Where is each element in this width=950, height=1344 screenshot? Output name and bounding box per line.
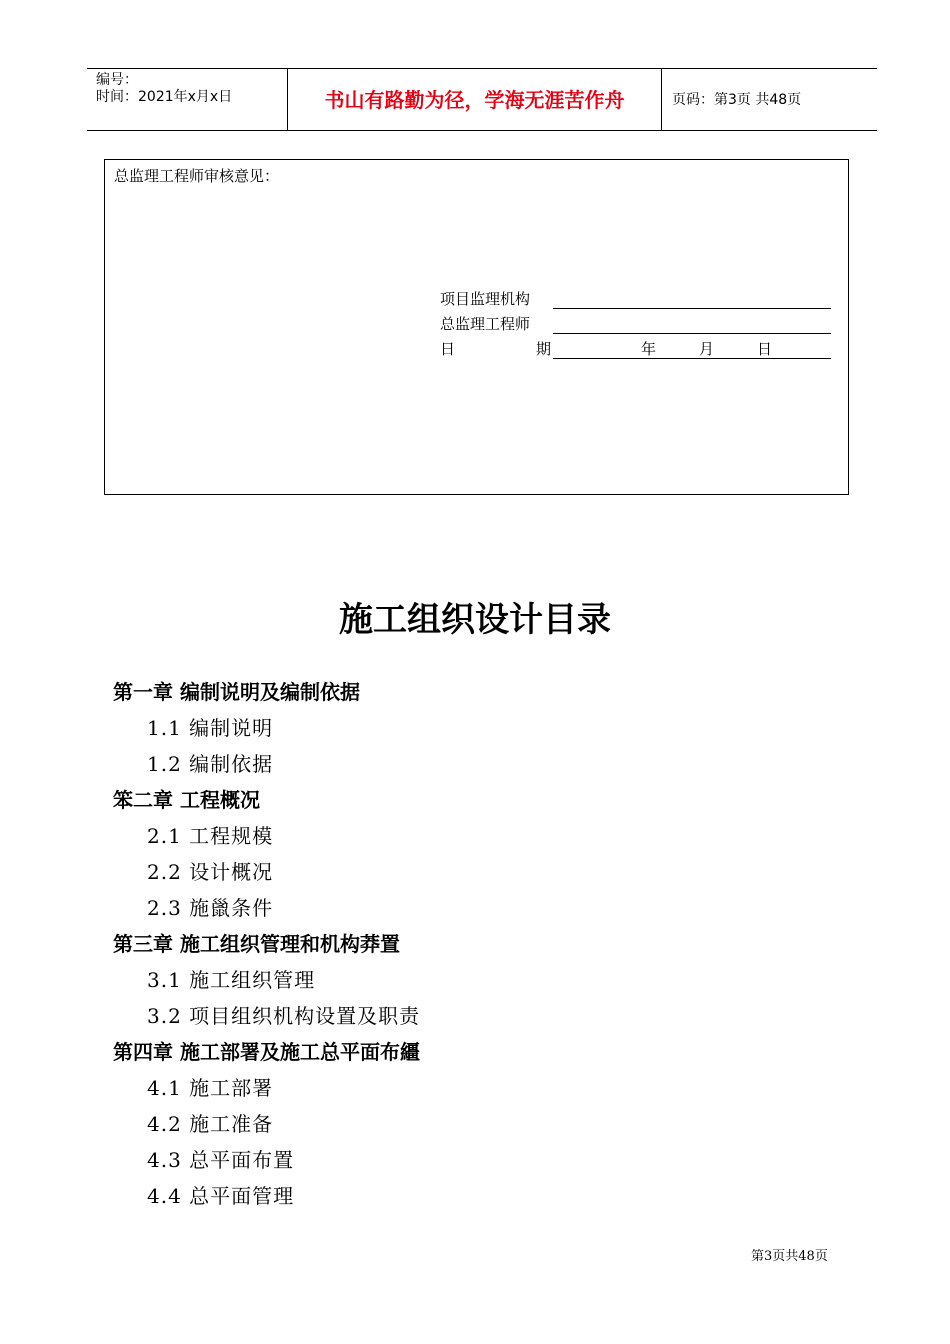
toc-section-2-2: 2.2 设计概况	[147, 860, 274, 884]
org-underline	[553, 288, 831, 309]
document-title: 施工组织设计目录	[339, 600, 611, 640]
month-label: 月	[699, 340, 715, 358]
date-label-second: 期	[536, 340, 552, 358]
toc-section-3-2: 3.2 项目组织机构设置及职责	[147, 1004, 421, 1028]
time-label: 时间：2021年x月x日	[96, 89, 233, 105]
number-label: 编号：	[96, 72, 138, 88]
engineer-signature-line	[440, 313, 553, 335]
day-label: 日	[757, 340, 773, 358]
toc-section-2-3: 2.3 施巤条件	[147, 896, 274, 920]
toc-section-4-3: 4.3 总平面布置	[147, 1148, 295, 1172]
page-number-label: 页码：第3页 共48页	[672, 92, 802, 108]
toc-chapter-4: 第四章 施工部署及施工总平面布繮	[113, 1040, 420, 1064]
toc-chapter-3: 第三章 施工组织管理和机构莽置	[113, 932, 400, 956]
date-signature-line	[440, 338, 832, 360]
date-underline	[553, 338, 831, 359]
toc-section-4-4: 4.4 总平面管理	[147, 1184, 295, 1208]
header-right-cell	[662, 69, 877, 130]
toc-chapter-2: 笨二章 工程概况	[113, 788, 260, 812]
toc-section-1-2: 1.2 编制依据	[147, 752, 274, 776]
toc-section-2-1: 2.1 工程规模	[147, 824, 274, 848]
org-signature-line	[440, 288, 553, 310]
page-footer: 第3页共48页	[751, 1249, 828, 1264]
motto-text: 书山有路勤为径，学海无涯苦作舟	[324, 88, 625, 112]
opinion-label: 总监理工程师审核意见：	[114, 167, 280, 185]
toc-section-4-1: 4.1 施工部署	[147, 1076, 274, 1100]
toc-chapter-1: 第一章 编制说明及编制依据	[113, 680, 360, 704]
toc-section-4-2: 4.2 施工准备	[147, 1112, 274, 1136]
header-center-cell	[288, 69, 662, 130]
page-header	[87, 68, 877, 131]
engineer-label: 总监理工程师	[440, 315, 531, 333]
org-label: 项目监理机构	[440, 290, 531, 308]
date-label-first: 日	[440, 340, 456, 358]
engineer-underline	[553, 313, 831, 334]
header-left-cell	[87, 69, 288, 130]
review-box	[104, 159, 849, 495]
table-of-contents	[113, 674, 813, 1214]
toc-section-1-1: 1.1 编制说明	[147, 716, 274, 740]
year-label: 年	[641, 340, 657, 358]
toc-section-3-1: 3.1 施工组织管理	[147, 968, 316, 992]
